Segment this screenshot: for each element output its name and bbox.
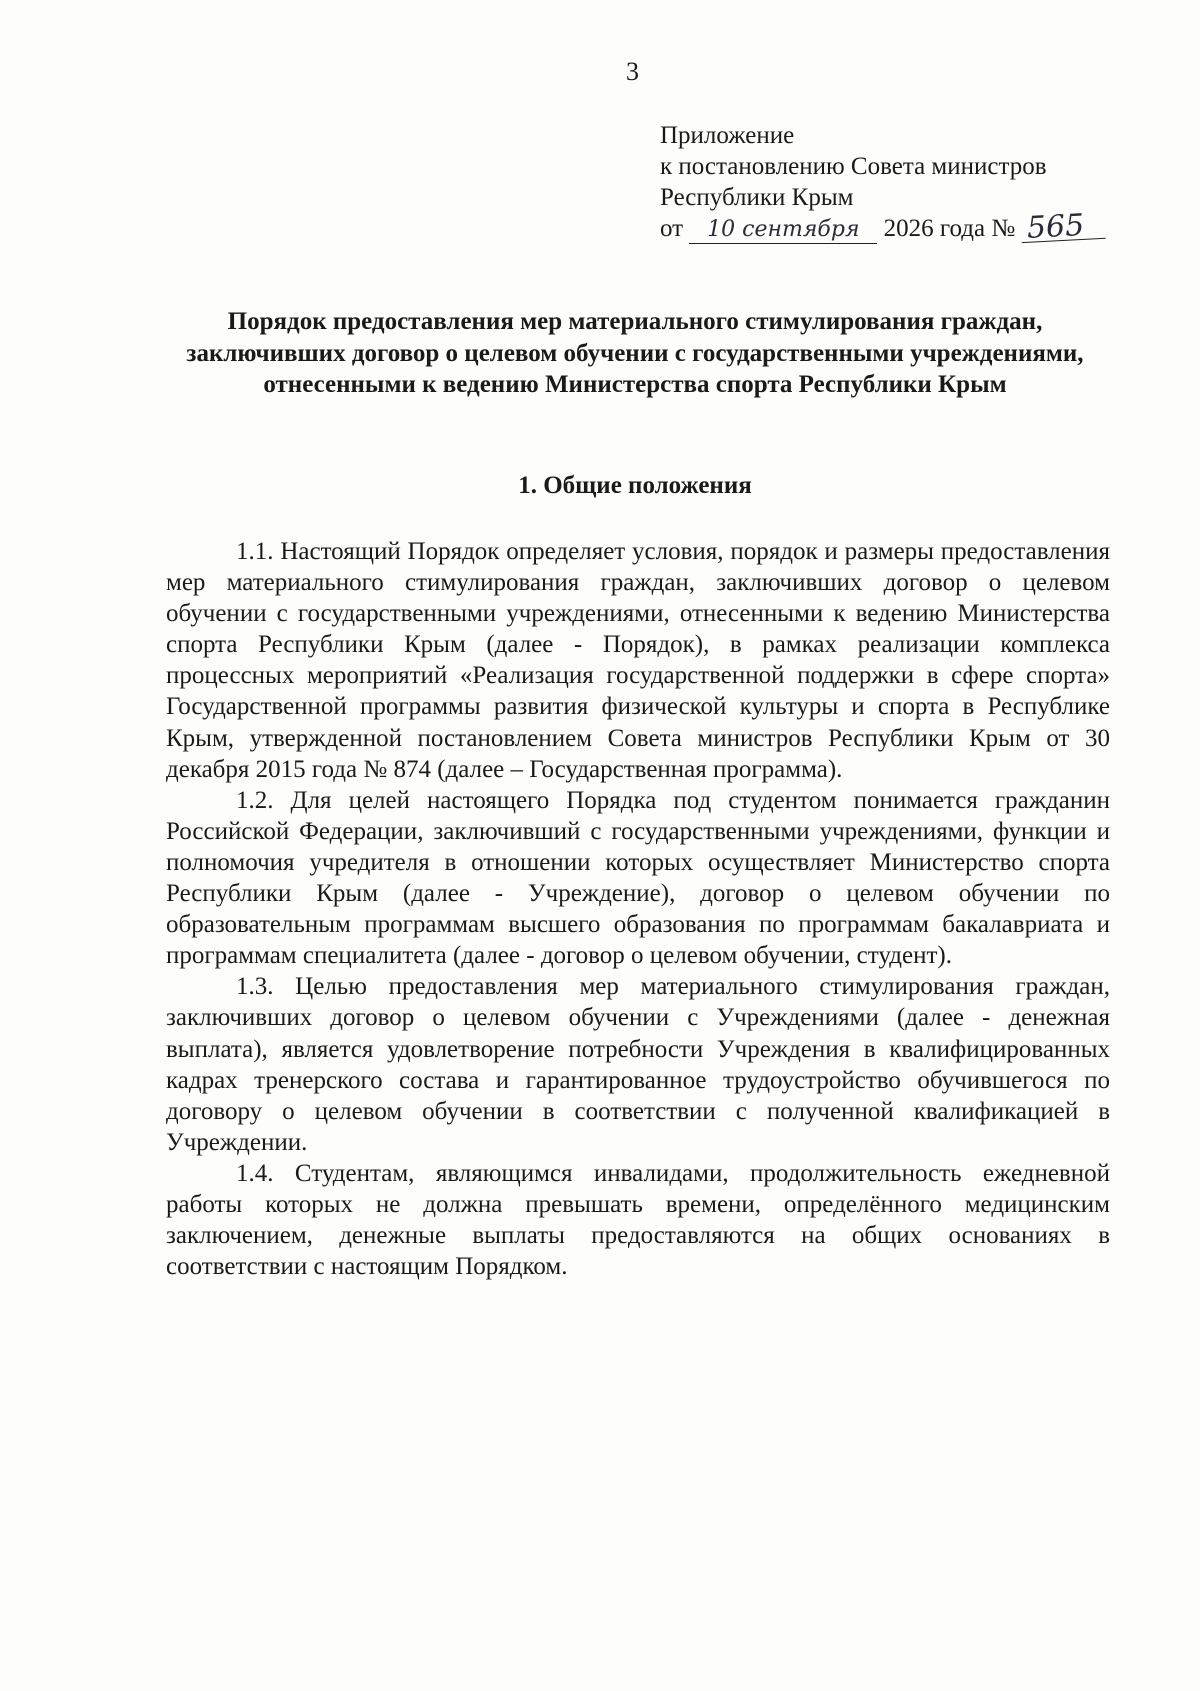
paragraph-1-3: 1.3. Целью предоставления мер материального стимулирования граждан, заключивших договор о целевом обучении с Учреждениями (далее - денежная выплата), является удовлетворение потребности Учреждения в квалифицированных кадрах тренерского состава и гарантированное трудоустройство обучившегося по договору о целевом обучении в соответствии с полученной квалификацией в Учреждении. [166,973,1110,1156]
appendix-line-1: Приложение [660,122,795,149]
year-text: 2026 года № [883,215,1016,242]
appendix-block [660,120,1120,244]
date-prefix: от [660,215,684,242]
handwritten-number: 565 [1021,212,1106,243]
page-number: 3 [626,57,639,86]
appendix-line-2: к постановлению Совета министров [660,153,1047,180]
appendix-date-line [660,207,1120,246]
paragraph-1-2: 1.2. Для целей настоящего Порядка под студентом понимается гражданин Российской Федерации, заключивший с государственными учреждениями, функции и полномочия учредителя в отношении которых осуществляет Министерство спорта Республики Крым (далее - Учреждение), договор о целевом обучении по образовательным программам высшего образования по программам бакалавриата и программам специалитета (далее - договор о целевом обучении, студент). [166,786,1110,970]
section-heading: 1. Общие положения [518,472,752,499]
paragraph-1-1: 1.1. Настоящий Порядок определяет условия, порядок и размеры предоставления мер материального стимулирования граждан, заключивших договор о целевом обучении с государственными учреждениями, отнесенными к ведению Министерства спорта Республики Крым (далее - Порядок), в рамках реализации комплекса процессных мероприятий «Реализация государственной поддержки в сфере спорта» Государственной программы развития физической культуры и спорта в Республике Крым, утвержденной постановлением Совета министров Республики Крым от 30 декабря 2015 года № 874 (далее – Государственная программа). [166,538,1110,783]
appendix-line-3: Республики Крым [660,184,854,211]
handwritten-date: 10 сентября [689,217,877,244]
body-text [166,536,1110,1282]
paragraph-1-4: 1.4. Студентам, являющимся инвалидами, продолжительность ежедневной работы которых не должна превышать времени, определённого медицинским заключением, денежные выплаты предоставляются на общих основаниях в соответствии с настоящим Порядком. [166,1159,1110,1281]
document-title: Порядок предоставления мер материального стимулирования граждан, заключивших договор о целевом обучении с государственными учреждениями, отнесенными к ведению Министерства спорта Республики Крым [186,308,1084,398]
